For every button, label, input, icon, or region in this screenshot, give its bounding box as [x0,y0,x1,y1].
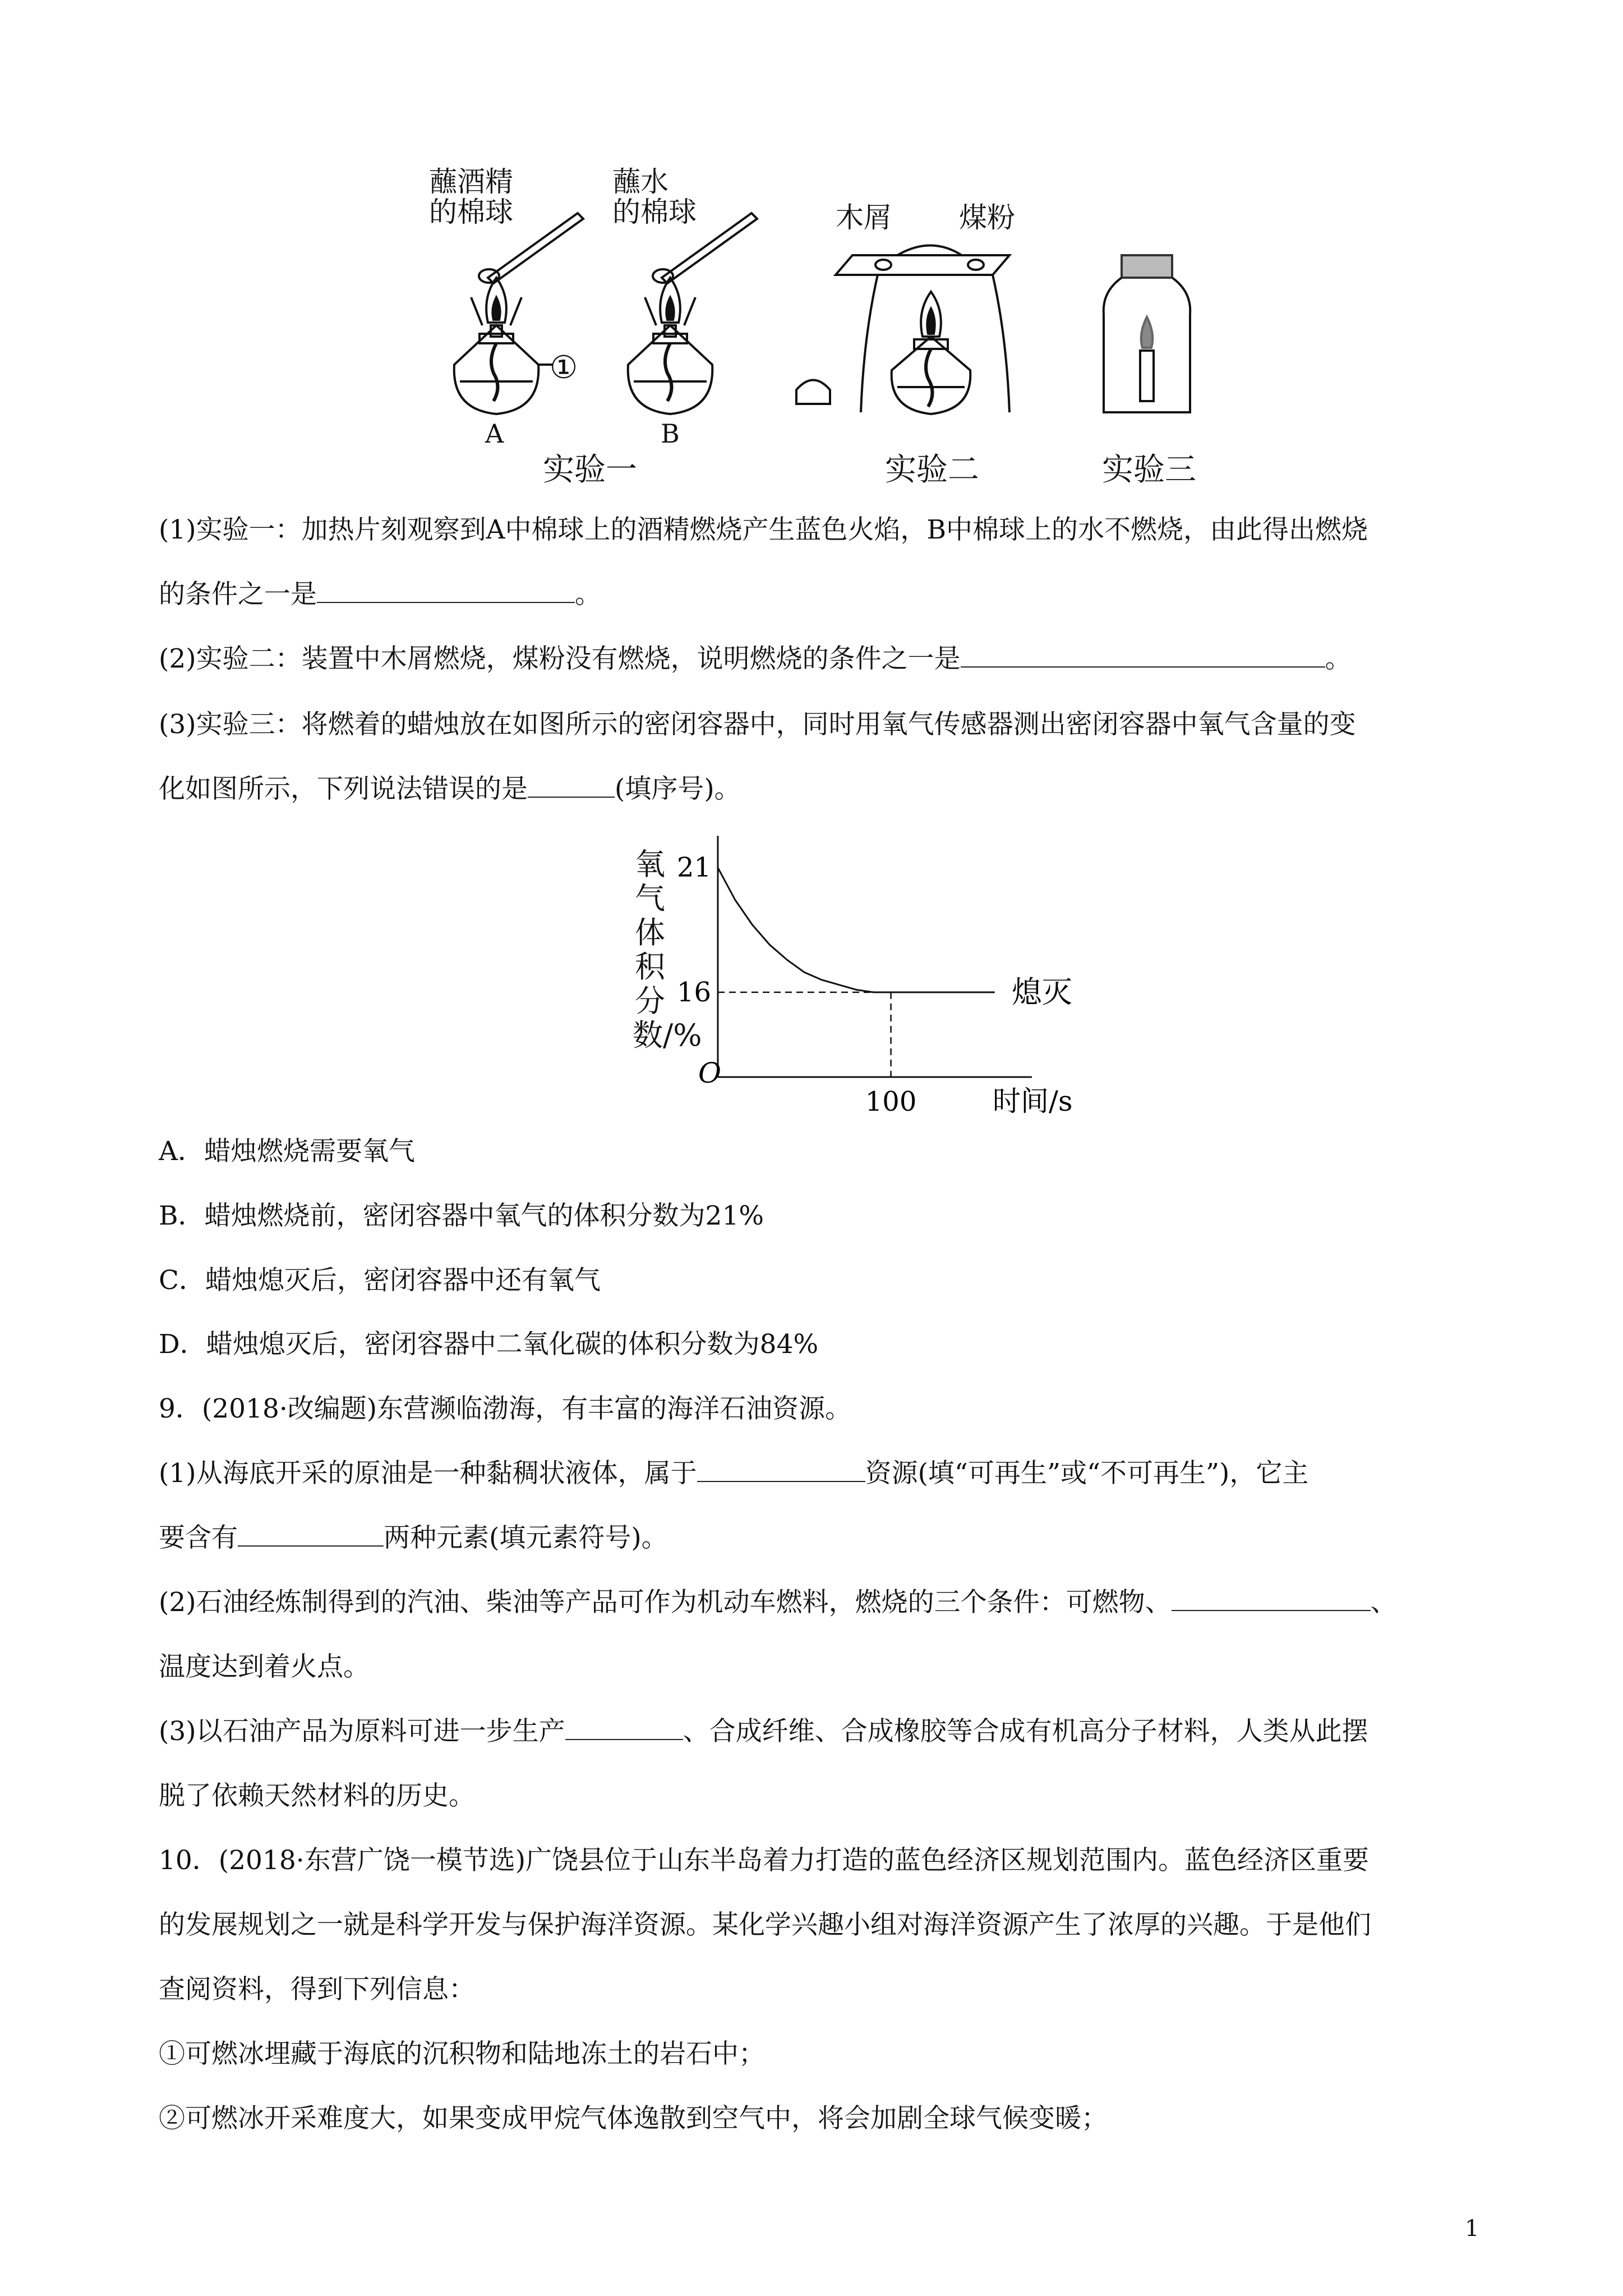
caption-experiment-1: 实验一 [543,452,637,488]
label-marker-1: ① [550,349,578,386]
q3-line-2 [159,772,741,806]
label-water-ball-2: 的棉球 [612,196,697,228]
q1-text-post: 。 [575,579,601,610]
q10-line-2: 的发展规划之一就是科学开发与保护海洋资源。某化学兴趣小组对海洋资源产生了浓厚的兴趣。于是他们 [159,1910,1371,1940]
q9-p1-blank-1[interactable] [697,1458,865,1482]
q9-p3-blank[interactable] [565,1717,683,1740]
q10-line-3: 查阅资料，得到下列信息： [159,1974,475,2005]
q10-info-1: ①可燃冰埋藏于海底的沉积物和陆地冻土的岩石中； [159,2039,765,2069]
caption-experiment-2: 实验二 [885,452,979,488]
q10-info-2: ②可燃冰开采难度大，如果变成甲烷气体逸散到空气中，将会加剧全球气候变暖； [159,2103,1108,2134]
label-water-ball-1: 蘸水 [612,165,668,198]
q9-p2-line-2: 温度达到着火点。 [159,1651,370,1682]
q9-p1-line-1: (1)从海底开采的原油是一种黏稠状液体，属于 资源(填“可再生”或“不可再生”)，它主 [159,1458,1309,1489]
alcohol-lamp-a [454,213,583,414]
q9-p3-line-2: 脱了依赖天然材料的历史。 [159,1780,475,1811]
q3-line-1: (3)实验三：将燃着的蜡烛放在如图所示的密闭容器中，同时用氧气传感器测出密闭容器中氧气含量的变 [159,709,1356,740]
x-axis-label: 时间/s [993,1085,1073,1117]
q2-text-pre: (2)实验二：装置中木屑燃烧，煤粉没有燃烧，说明燃烧的条件之一是 [159,643,961,674]
q1-answer-blank[interactable] [317,579,575,603]
label-coal-powder: 煤粉 [959,201,1015,234]
q1-line-1: (1)实验一：加热片刻观察到A中棉球上的酒精燃烧产生蓝色火焰，B中棉球上的水不燃烧，由此得出燃烧 [159,514,1368,545]
q1-text-pre: 的条件之一是 [159,579,317,610]
series-line [718,868,995,992]
annotation-extinguished: 熄灭 [1011,974,1072,1010]
option-c: C．蜡烛熄灭后，密闭容器中还有氧气 [159,1265,601,1296]
sealed-jar [1104,255,1190,412]
alcohol-lamp-b [628,213,757,414]
label-wood-chips: 木屑 [836,201,892,234]
q9-title: 9．(2018·改编题)东营濒临渤海，有丰富的海洋石油资源。 [159,1393,852,1424]
y-tick-label: 16 [676,976,711,1008]
q1-line-2 [159,578,601,611]
label-lamp-a: A [485,418,504,449]
chart-y-axis-label: 氧气体积分数/% [633,846,702,1053]
q2-text-post: 。 [1325,643,1352,674]
q9-p1-blank-2[interactable] [238,1523,384,1547]
q9-p2-blank[interactable] [1172,1588,1371,1611]
q10-line-1: 10．(2018·东营广饶一模节选)广饶县位于山东半岛着力打造的蓝色经济区规划范围内。蓝色经济区重要 [159,1845,1370,1876]
experiment-figure [0,0,1623,449]
q3-text-pre: 化如图所示，下列说法错误的是 [159,774,528,804]
option-a: A．蜡烛燃烧需要氧气 [159,1136,415,1167]
page-number: 1 [1465,2216,1479,2242]
q9-p3-line-1: (3)以石油产品为原料可进一步生产 、合成纤维、合成橡胶等合成有机高分子材料，人类从此摆 [159,1716,1368,1747]
q3-answer-blank[interactable] [528,774,615,798]
q2-answer-blank[interactable] [961,644,1325,668]
label-alcohol-ball-2: 的棉球 [429,196,513,228]
label-lamp-b: B [661,418,680,449]
y-tick-label: 21 [676,852,711,884]
tripod-setup [836,246,1009,415]
q9-p2-line-1: (2)石油经炼制得到的汽油、柴油等产品可作为机动车燃料，燃烧的三个条件：可燃物、 、 [159,1587,1397,1618]
q2-line [159,642,1352,676]
q3-text-post: (填序号)。 [615,774,741,804]
q9-p1-line-2: 要含有 两种元素(填元素符号)。 [159,1522,668,1553]
x-tick-label: 100 [865,1086,917,1117]
origin-label: O [698,1057,721,1089]
label-alcohol-ball-1: 蘸酒精 [429,165,513,198]
option-d: D．蜡烛熄灭后，密闭容器中二氧化碳的体积分数为84% [159,1329,819,1360]
lamp-cap [796,380,830,404]
caption-experiment-3: 实验三 [1102,452,1196,488]
oxygen-chart [673,830,1073,1144]
option-b: B．蜡烛燃烧前，密闭容器中氧气的体积分数为21% [159,1200,764,1231]
